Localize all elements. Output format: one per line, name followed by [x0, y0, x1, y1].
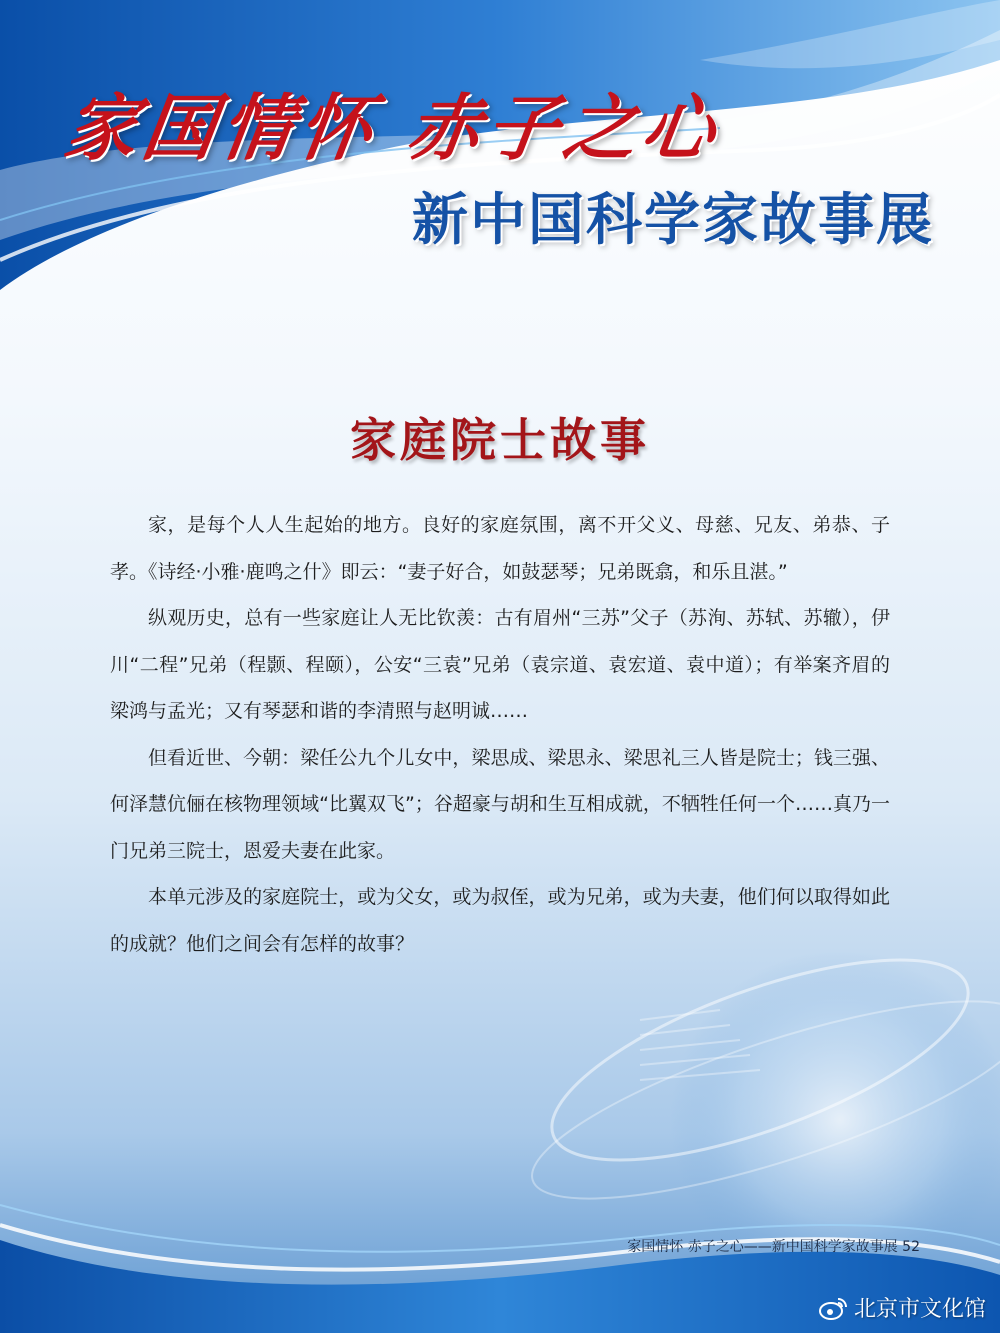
paragraph-4: 本单元涉及的家庭院士，或为父女，或为叔侄，或为兄弟，或为夫妻，他们何以取得如此的成就？他们之间会有怎样的故事？ [110, 886, 890, 955]
exhibition-title: 家国情怀 赤子之心 [59, 85, 727, 170]
watermark-text: 北京市文化馆 [853, 1297, 986, 1322]
section-title: 家庭院士故事 [350, 413, 650, 467]
exhibition-subtitle: 新中国科学家故事展 [412, 187, 934, 253]
body-text [110, 502, 890, 967]
page-footer: 家国情怀 赤子之心——新中国科学家故事展 52 [627, 1239, 920, 1255]
weibo-icon [818, 1295, 848, 1321]
paragraph-3: 但看近世、今朝：梁任公九个儿女中，梁思成、梁思永、梁思礼三人皆是院士；钱三强、何泽慧伉俪在核物理领域“比翼双飞”；谷超豪与胡和生互相成就，不牺牲任何一个……真乃一门兄弟三院士，恩爱夫妻在此家。 [110, 746, 890, 862]
watermark [818, 1292, 986, 1323]
paragraph-2: 纵观历史，总有一些家庭让人无比钦羡：古有眉州“三苏”父子（苏洵、苏轼、苏辙），伊川“二程”兄弟（程颢、程颐），公安“三袁”兄弟（袁宗道、袁宏道、袁中道）；有举案齐眉的梁鸿与孟光；又有琴瑟和谐的李清照与赵明诚…… [110, 607, 890, 722]
paragraph-1: 家，是每个人人生起始的地方。良好的家庭氛围，离不开父义、母慈、兄友、弟恭、子孝。《诗经·小雅·鹿鸣之什》即云：“妻子好合，如鼓瑟琴；兄弟既翕，和乐且湛。” [110, 514, 890, 583]
